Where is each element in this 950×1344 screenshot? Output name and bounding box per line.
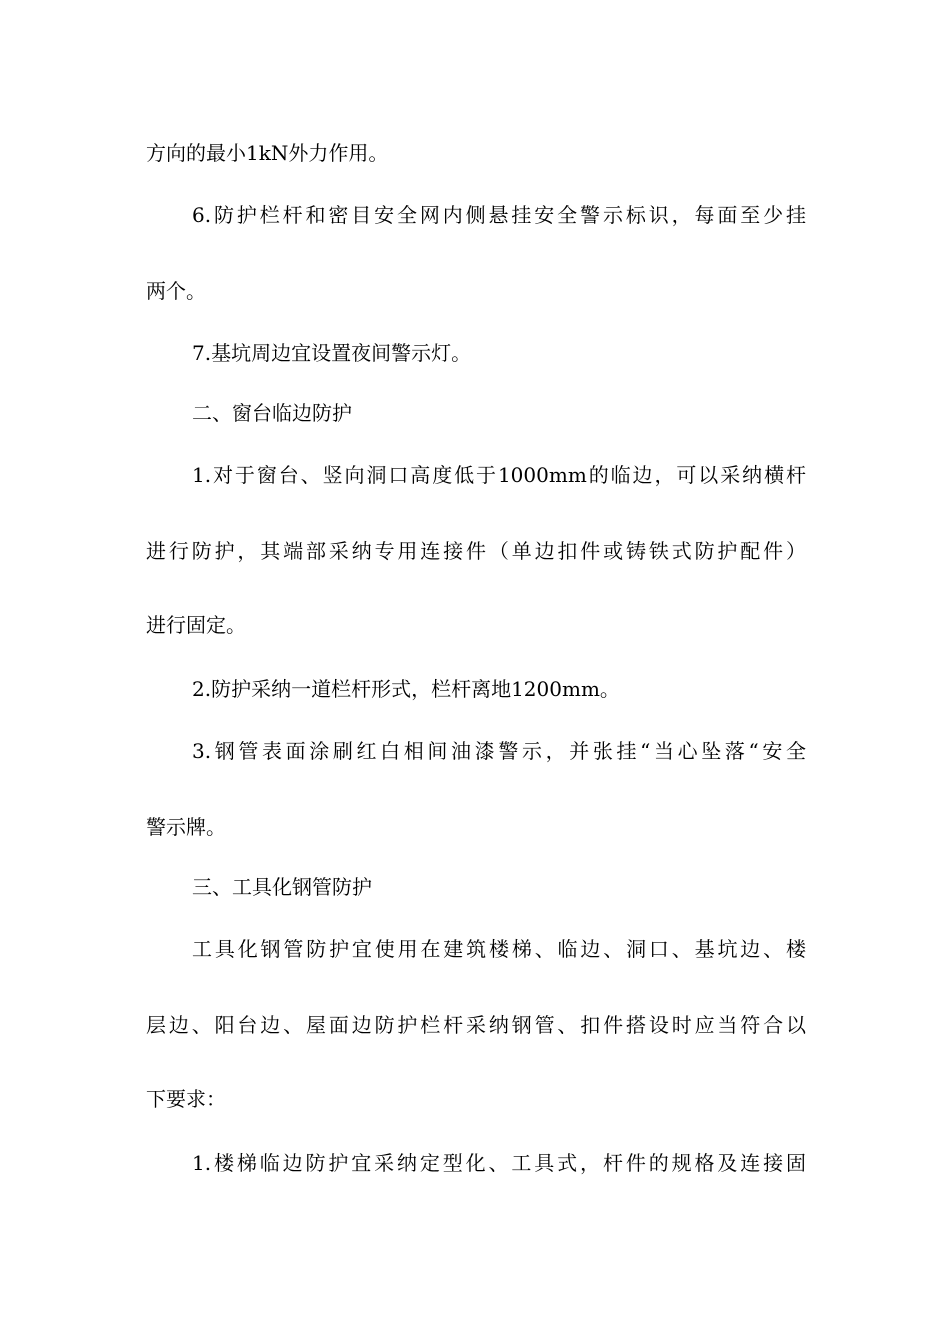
text-line: 下要求： — [146, 1087, 226, 1111]
section-heading: 二、窗台临边防护 — [192, 401, 352, 425]
text-line: 3.钢管表面涂刷红白相间油漆警示，并张挂“当心坠落“安全 — [192, 739, 806, 763]
text-line: 1.楼梯临边防护宜采纳定型化、工具式，杆件的规格及连接固 — [192, 1151, 806, 1175]
text-line: 两个。 — [146, 279, 206, 303]
text-line: 6.防护栏杆和密目安全网内侧悬挂安全警示标识，每面至少挂 — [192, 203, 806, 227]
text-line: 7.基坑周边宜设置夜间警示灯。 — [192, 341, 472, 365]
text-line: 方向的最小1kN外力作用。 — [146, 141, 389, 165]
text-line: 工具化钢管防护宜使用在建筑楼梯、临边、洞口、基坑边、楼 — [192, 937, 806, 961]
text-line: 层边、阳台边、屋面边防护栏杆采纳钢管、扣件搭设时应当符合以 — [146, 1013, 806, 1037]
text-line: 1.对于窗台、竖向洞口高度低于1000mm的临边，可以采纳横杆 — [192, 463, 806, 487]
text-line: 进行防护，其端部采纳专用连接件（单边扣件或铸铁式防护配件） — [146, 539, 806, 563]
text-line: 警示牌。 — [146, 815, 226, 839]
text-line: 2.防护采纳一道栏杆形式，栏杆离地1200mm。 — [192, 677, 620, 701]
text-line: 进行固定。 — [146, 613, 246, 637]
section-heading: 三、工具化钢管防护 — [192, 875, 372, 899]
